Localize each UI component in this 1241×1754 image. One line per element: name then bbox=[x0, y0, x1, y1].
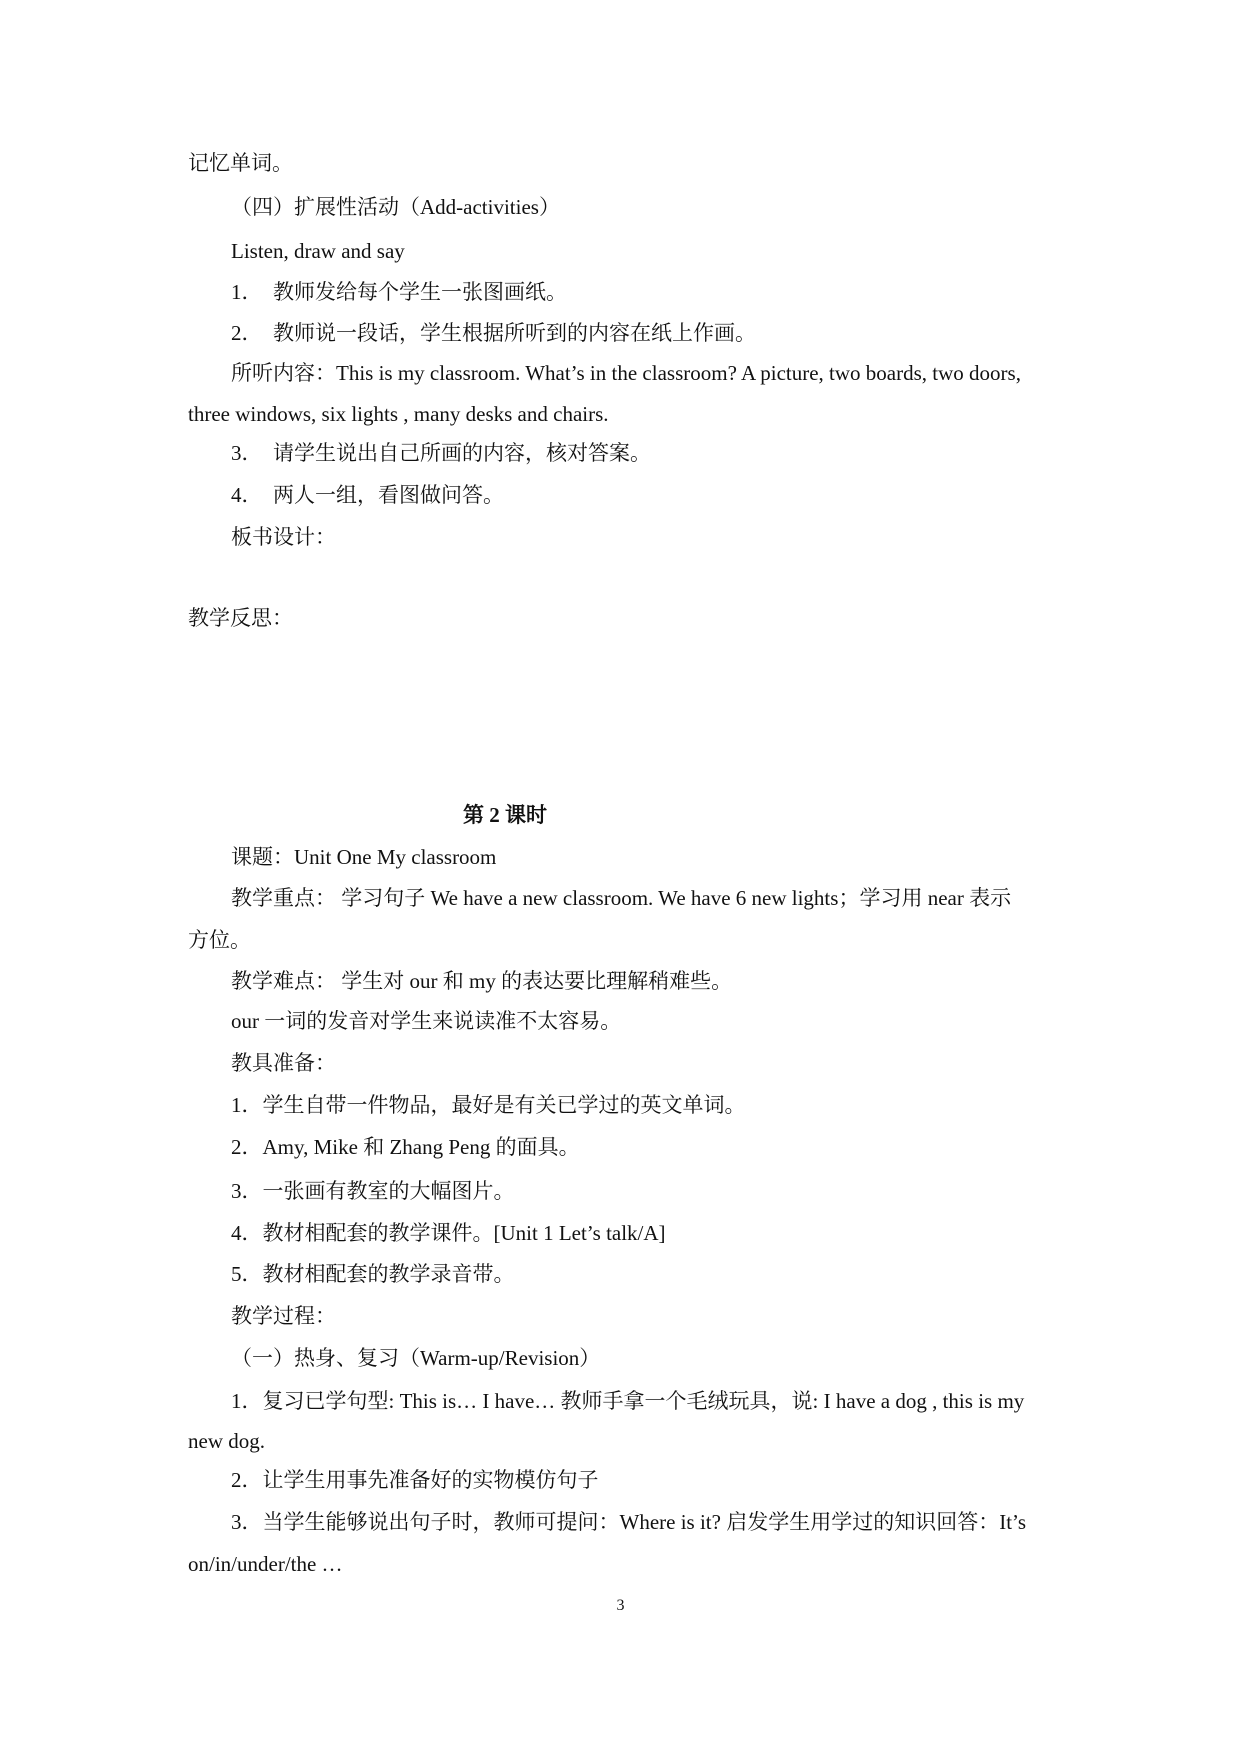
section-heading: （四）扩展性活动（Add-activities） bbox=[231, 195, 560, 219]
section-heading: （一）热身、复习（Warm-up/Revision） bbox=[231, 1346, 601, 1370]
text-line: 教学重点： 学习句子 We have a new classroom. We have 6 new lights；学习用 near 表示 bbox=[231, 886, 1012, 910]
text-line: 方位。 bbox=[188, 928, 251, 952]
text-line: three windows, six lights , many desks and chairs. bbox=[188, 402, 609, 426]
text-line: 所听内容：This is my classroom. What’s in the classroom? A picture, two boards, two doors, bbox=[231, 361, 1021, 385]
text-line: Listen, draw and say bbox=[231, 239, 405, 263]
lesson-title: 第 2 课时 bbox=[463, 803, 547, 827]
list-item: 2． 教师说一段话，学生根据所听到的内容在纸上作画。 bbox=[231, 321, 756, 345]
list-item: 2．让学生用事先准备好的实物模仿句子 bbox=[231, 1468, 599, 1492]
text-line: 教学过程： bbox=[231, 1304, 336, 1328]
list-item: 3．一张画有教室的大幅图片。 bbox=[231, 1179, 515, 1203]
page-number: 3 bbox=[616, 1597, 625, 1614]
text-line: new dog. bbox=[188, 1429, 265, 1453]
list-item: 4．教材相配套的教学课件。[Unit 1 Let’s talk/A] bbox=[231, 1221, 666, 1245]
text-line: 记忆单词。 bbox=[188, 151, 293, 175]
list-item: 1． 教师发给每个学生一张图画纸。 bbox=[231, 280, 567, 304]
text-line: 板书设计： bbox=[231, 525, 336, 549]
list-item: 1．学生自带一件物品，最好是有关已学过的英文单词。 bbox=[231, 1093, 746, 1117]
list-item: 4． 两人一组，看图做问答。 bbox=[231, 483, 504, 507]
list-item: 1．复习已学句型: This is… I have… 教师手拿一个毛绒玩具，说: I have a dog , this is my bbox=[231, 1389, 1025, 1413]
text-line: 教学反思： bbox=[188, 606, 293, 630]
text-line: 教学难点： 学生对 our 和 my 的表达要比理解稍难些。 bbox=[231, 969, 733, 993]
list-item: 2．Amy, Mike 和 Zhang Peng 的面具。 bbox=[231, 1135, 580, 1159]
text-line: 教具准备： bbox=[231, 1051, 336, 1075]
text-line: 课题：Unit One My classroom bbox=[231, 845, 497, 869]
list-item: 5．教材相配套的教学录音带。 bbox=[231, 1262, 515, 1286]
text-line: our 一词的发音对学生来说读准不太容易。 bbox=[231, 1009, 622, 1033]
list-item: 3． 请学生说出自己所画的内容，核对答案。 bbox=[231, 441, 651, 465]
list-item: 3．当学生能够说出句子时，教师可提问：Where is it? 启发学生用学过的知识回答：It’s bbox=[231, 1510, 1027, 1534]
text-line: on/in/under/the … bbox=[188, 1552, 343, 1576]
